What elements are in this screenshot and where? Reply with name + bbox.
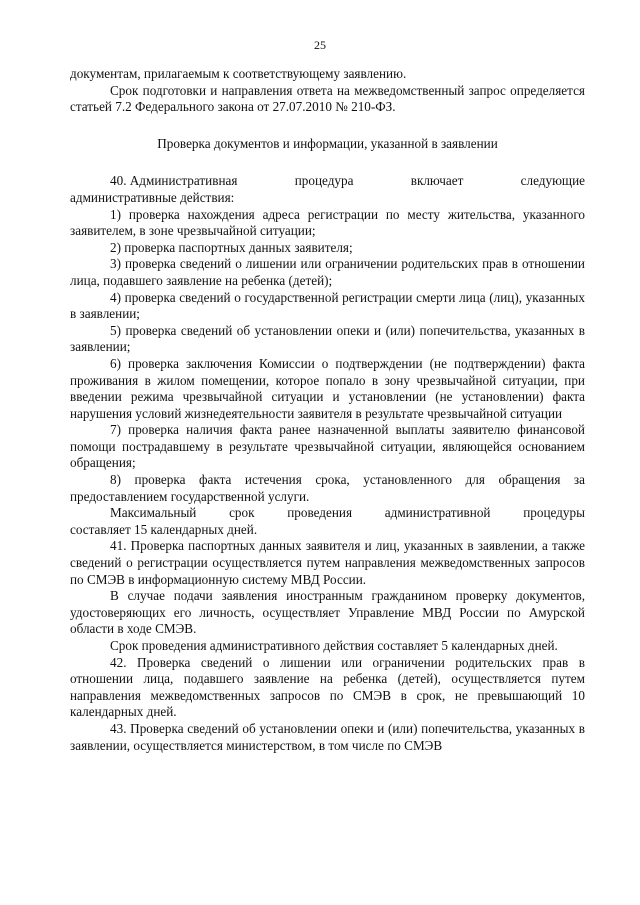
word: административной bbox=[384, 505, 491, 521]
paragraph: Срок подготовки и направления ответа на межведомственный запрос определяется статьей 7.2 Федерального закона от 27.07.2010 № 210-ФЗ. bbox=[70, 82, 585, 115]
section-heading: Проверка документов и информации, указанной в заявлении bbox=[157, 135, 498, 151]
word: 40. Административная bbox=[110, 173, 238, 189]
list-item: 6) проверка заключения Комиссии о подтверждении (не подтверждении) факта проживания в жилом помещении, которое попало в зону чрезвычайной ситуации, при введении режима чрезвычайной ситуации и установлении (не установлении) факта нарушения условий жизнедеятельности заявителя в результате чрезвычайной ситуации bbox=[70, 355, 585, 421]
list-item: 3) проверка сведений о лишении или ограничении родительских прав в отношении лица, подавшего заявление на ребенка (детей); bbox=[70, 256, 585, 288]
list-item: 1) проверка нахождения адреса регистрации по месту жительства, указанного заявителем, в зоне чрезвычайной ситуации; bbox=[70, 206, 585, 239]
paragraph: Срок проведения административного действия составляет 5 календарных дней. bbox=[110, 638, 558, 653]
max-duration-first-line bbox=[70, 505, 585, 522]
list-item: 8) проверка факта истечения срока, установленного для обращения за предоставлением государственной услуги. bbox=[70, 472, 585, 504]
paragraph: административные действия: bbox=[70, 189, 235, 205]
word: процедура bbox=[294, 173, 354, 189]
list-item: 5) проверка сведений об установлении опеки и (или) попечительства, указанных в заявлении; bbox=[70, 322, 585, 355]
word: включает bbox=[410, 173, 464, 189]
word: следующие bbox=[520, 173, 585, 189]
word: проведения bbox=[287, 505, 353, 521]
paragraph: 41. Проверка паспортных данных заявителя и лиц, указанных в заявлении, а также сведений о регистрации осуществляется путем направления межведомственных запросов по СМЭВ в информационную систему МВД России. bbox=[70, 538, 585, 587]
paragraph: 42. Проверка сведений о лишении или ограничении родительских прав в отношении лица, подавшего заявление на ребенка (детей), осуществляется путем направления межведомственных запросов по СМЭВ в срок, не превышающий 10 календарных дней. bbox=[70, 654, 585, 720]
word: срок bbox=[229, 505, 255, 521]
page-number: 25 bbox=[314, 38, 326, 52]
paragraph: 43. Проверка сведений об установлении опеки и (или) попечительства, указанных в заявлении, осуществляется министерством, в том числе по СМЭВ bbox=[70, 720, 585, 753]
paragraph-40-first-line bbox=[70, 173, 585, 190]
list-item: 2) проверка паспортных данных заявителя; bbox=[110, 239, 353, 255]
document-body bbox=[70, 66, 585, 754]
list-item: 7) проверка наличия факта ранее назначенной выплаты заявителю финансовой помощи пострадавшему в результате чрезвычайной ситуации, являющейся основанием обращения; bbox=[70, 422, 585, 471]
paragraph: документам, прилагаемым к соответствующему заявлению. bbox=[70, 66, 407, 81]
list-item: 4) проверка сведений о государственной регистрации смерти лица (лиц), указанных в заявлении; bbox=[70, 289, 585, 322]
paragraph: составляет 15 календарных дней. bbox=[70, 521, 258, 537]
paragraph: В случае подачи заявления иностранным гражданином проверку документов, удостоверяющих его личность, осуществляет Управление МВД России по Амурской области в ходе СМЭВ. bbox=[70, 588, 585, 637]
word: Максимальный bbox=[110, 505, 197, 521]
word: процедуры bbox=[523, 505, 585, 521]
